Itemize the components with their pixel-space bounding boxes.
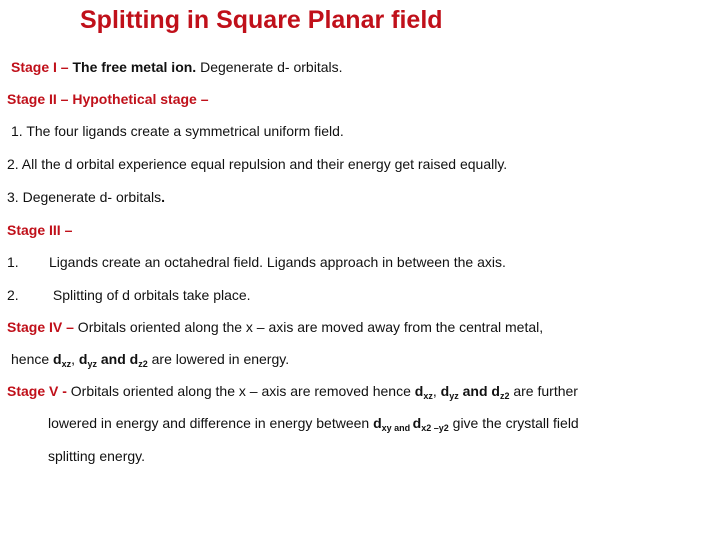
orbital-dz2-letter: d xyxy=(129,351,139,367)
stage-5-suffix: are further xyxy=(509,383,578,399)
stage-3-item-1 xyxy=(7,253,506,271)
stage-2-item-1: 1. The four ligands create a symmetrical uniform field. xyxy=(11,123,344,139)
stage-5-line-2-text: lowered in energy and difference in energy between xyxy=(48,415,374,431)
stage-5-dz2-subscript: z2 xyxy=(499,391,510,401)
stage-5-dyz-subscript: yz xyxy=(449,391,459,401)
stage-1-text: Degenerate d- orbitals. xyxy=(196,59,343,75)
stage-1-line xyxy=(11,58,343,76)
stage-3-item-2-text: Splitting of d orbitals take place. xyxy=(49,287,251,303)
orbital-dz2-subscript: z2 xyxy=(138,359,148,369)
stage-5-line-3: splitting energy. xyxy=(48,448,146,464)
stage-5-text: Orbitals oriented along the x – axis are removed hence xyxy=(66,383,415,399)
stage-1-label: Stage I xyxy=(11,59,57,75)
stage-5-and-small: and xyxy=(391,423,413,433)
stage-2-item-3 xyxy=(7,188,165,206)
stage-2-label: Stage II – Hypothetical stage – xyxy=(7,91,209,107)
stage-3-item-1-text: Ligands create an octahedral field. Ligands approach in between the axis. xyxy=(49,254,506,270)
stage-2-item-2: 2. All the d orbital experience equal repulsion and their energy get raised equally. xyxy=(7,156,508,172)
stage-5-comma: , xyxy=(432,383,441,399)
orbital-dxy-subscript: xy xyxy=(381,423,392,433)
orbital-dxz-letter: d xyxy=(53,351,62,367)
stage-5-dxz-letter: d xyxy=(414,383,424,399)
stage-5-line-2-suffix: give the crystall field xyxy=(448,415,579,431)
stage-5-label: Stage V - xyxy=(7,383,67,399)
orbital-dx2-y2-letter: d xyxy=(412,415,422,431)
stage-1-dash: – xyxy=(56,59,73,75)
orbital-dyz-subscript: yz xyxy=(87,359,97,369)
stage-4-text: Orbitals oriented along the x – axis are moved away from the central metal, xyxy=(73,319,544,335)
stage-5-line-2 xyxy=(48,414,579,432)
stage-1-bold-text: The free metal ion. xyxy=(72,59,197,75)
stage-4-label: Stage IV – xyxy=(7,319,74,335)
stage-5-dxz-subscript: xz xyxy=(423,391,433,401)
stage-2-line xyxy=(7,90,209,108)
stage-4-suffix: are lowered in energy. xyxy=(147,351,290,367)
stage-4-line-1 xyxy=(7,318,543,336)
stage-4-comma: , xyxy=(71,351,79,367)
stage-2-item-3-number: 3. xyxy=(7,189,19,205)
stage-3-item-2-number: 2. xyxy=(7,287,19,303)
stage-3-label: Stage III – xyxy=(7,222,73,238)
stage-5-dz2-letter: d xyxy=(491,383,500,399)
orbital-dyz-letter: d xyxy=(78,351,88,367)
stage-5-dyz-letter: d xyxy=(440,383,450,399)
stage-5-orbital-dyz xyxy=(441,383,459,399)
stage-5-orbital-dxz xyxy=(415,383,433,399)
orbital-dxy-letter: d xyxy=(373,415,382,431)
stage-5-and: and xyxy=(458,383,492,399)
stage-3-item-1-number: 1. xyxy=(7,254,19,270)
stage-4-line-2 xyxy=(11,350,289,368)
orbital-dx2-y2 xyxy=(413,415,449,431)
stage-3-line xyxy=(7,221,72,239)
orbital-dxz xyxy=(53,351,71,367)
orbital-dxz-subscript: xz xyxy=(61,359,72,369)
orbital-dyz xyxy=(79,351,97,367)
stage-5-line-1 xyxy=(7,382,578,400)
slide-title: Splitting in Square Planar field xyxy=(80,6,443,34)
stage-4-prefix: hence xyxy=(11,351,54,367)
orbital-dxy xyxy=(373,415,392,431)
orbital-dx2-y2-subscript: x2 –y2 xyxy=(421,423,449,433)
stage-2-item-3-text: Degenerate d- orbitals xyxy=(18,189,162,205)
stage-2-item-3-dot: . xyxy=(161,189,165,205)
stage-4-and: and xyxy=(96,351,130,367)
stage-5-orbital-dz2 xyxy=(491,383,509,399)
orbital-dz2 xyxy=(130,351,148,367)
stage-3-item-2 xyxy=(7,286,251,304)
